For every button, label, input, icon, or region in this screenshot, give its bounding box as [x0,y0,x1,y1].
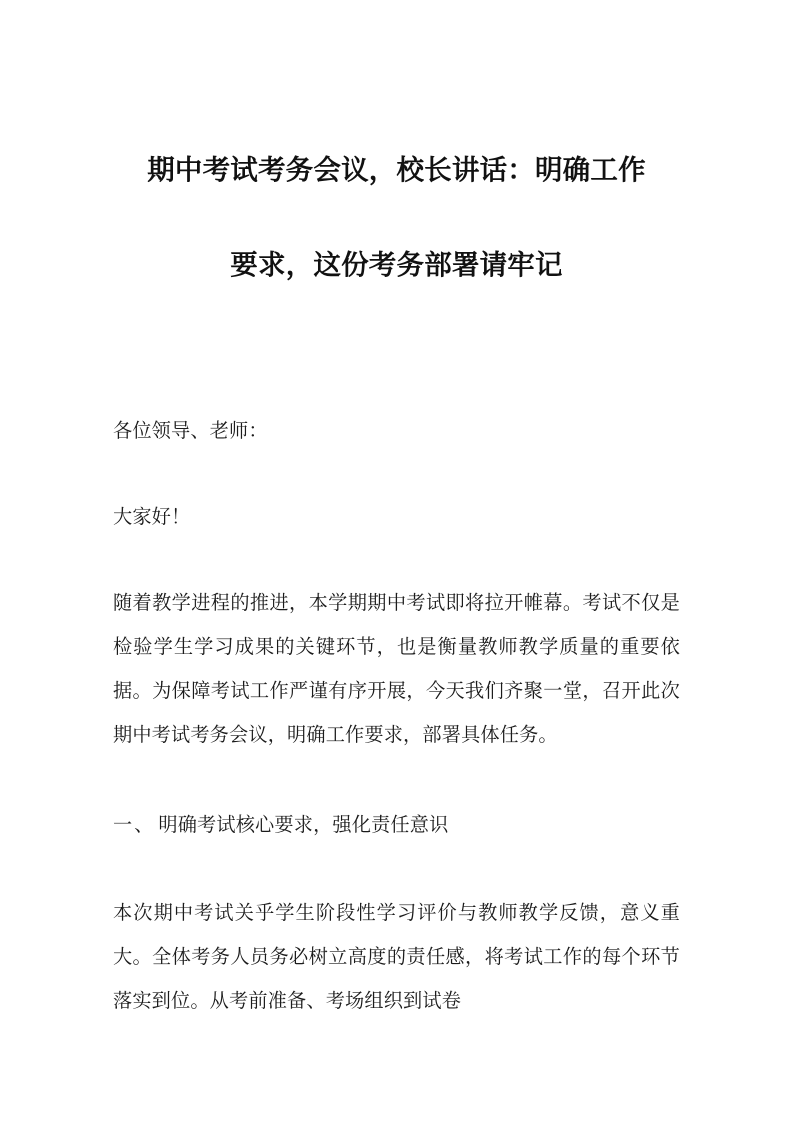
document-content-column [113,0,680,1043]
section-enumeration-1: 一、 [113,815,156,836]
page-title-line-2: 要求，这份考务部署请牢记 [230,249,563,280]
section-body-1: 本次期中考试关乎学生阶段性学习评价与教师教学反馈，意义重大。全体考务人员务必树立高度的责任感，将考试工作的每个环节落实到位。从考前准备、考场组织到试卷 [113,903,680,1012]
section-heading-text-1: 明确考试核心要求，强化责任意识 [158,815,449,836]
section-heading-1 [113,804,680,848]
greeting: 大家好！ [113,507,191,528]
page-title [113,0,680,312]
page-title-line-1: 期中考试考务会议，校长讲话：明确工作 [147,154,646,185]
paragraph-intro: 随着教学进程的推进，本学期期中考试即将拉开帷幕。考试不仅是检验学生学习成果的关键环节，也是衡量教师教学质量的重要依据。为保障考试工作严谨有序开展，今天我们齐聚一堂，召开此次期中考试考务会议，明确工作要求，部署具体任务。 [113,593,680,746]
salutation: 各位领导、老师： [113,421,268,442]
